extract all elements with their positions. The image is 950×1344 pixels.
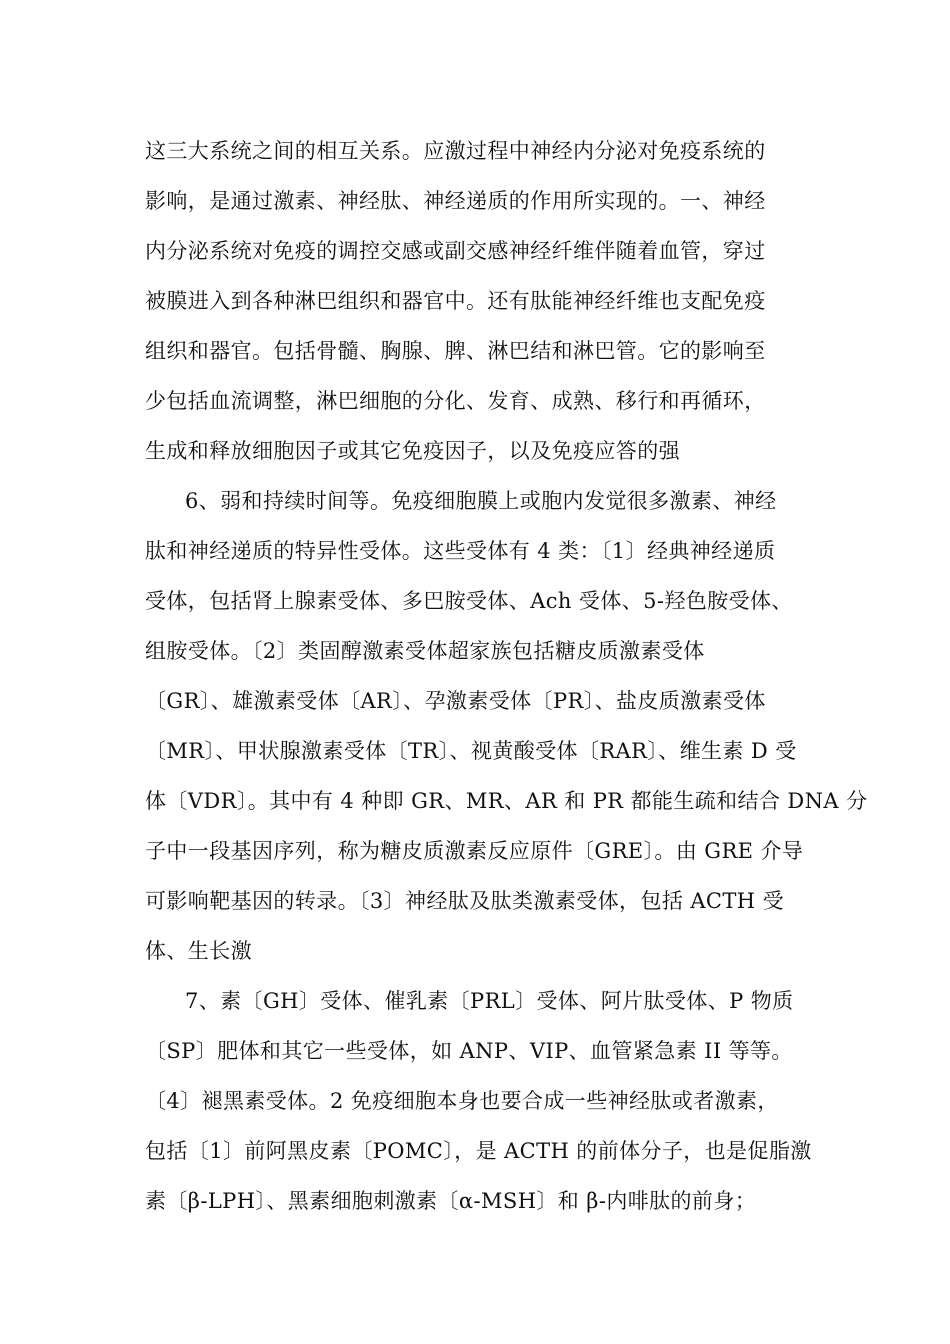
text-line: 可影响靶基因的转录。〔3〕神经肽及肽类激素受体，包括 ACTH 受 <box>145 889 784 913</box>
text-line: 体〔VDR〕。其中有 4 种即 GR、MR、AR 和 PR 都能生疏和结合 DNA 分 <box>145 789 868 813</box>
text-line: 〔MR〕、甲状腺激素受体〔TR〕、视黄酸受体〔RAR〕、维生素 D 受 <box>145 739 797 763</box>
text-line: 〔GR〕、雄激素受体〔AR〕、孕激素受体〔PR〕、盐皮质激素受体 <box>145 689 766 713</box>
text-line: 组胺受体。〔2〕类固醇激素受体超家族包括糖皮质激素受体 <box>145 639 705 663</box>
text-line: 内分泌系统对免疫的调控交感或副交感神经纤维伴随着血管，穿过 <box>145 239 766 263</box>
text-line: 被膜进入到各种淋巴组织和器官中。还有肽能神经纤维也支配免疫 <box>145 289 766 313</box>
text-line: 组织和器官。包括骨髓、胸腺、脾、淋巴结和淋巴管。它的影响至 <box>145 339 766 363</box>
text-line: 生成和释放细胞因子或其它免疫因子，以及免疫应答的强 <box>145 439 680 463</box>
text-line: 〔4〕褪黑素受体。2 免疫细胞本身也要合成一些神经肽或者激素， <box>145 1089 779 1113</box>
text-line: 〔SP〕肥体和其它一些受体，如 ANP、VIP、血管紧急素 II 等等。 <box>145 1039 793 1063</box>
text-line: 包括〔1〕前阿黑皮素〔POMC〕，是 ACTH 的前体分子，也是促脂激 <box>145 1139 812 1163</box>
text-line: 素〔β-LPH〕、黑素细胞刺激素〔α-MSH〕和 β-内啡肽的前身； <box>145 1189 757 1213</box>
text-line: 这三大系统之间的相互关系。应激过程中神经内分泌对免疫系统的 <box>145 139 766 163</box>
text-line: 受体，包括肾上腺素受体、多巴胺受体、Ach 受体、5-羟色胺受体、 <box>145 589 793 613</box>
paragraph-first-line: 7、素〔GH〕受体、催乳素〔PRL〕受体、阿片肽受体、P 物质 <box>185 989 794 1013</box>
text-line: 影响，是通过激素、神经肽、神经递质的作用所实现的。一、神经 <box>145 189 766 213</box>
paragraph-first-line: 6、弱和持续时间等。免疫细胞膜上或胞内发觉很多激素、神经 <box>185 489 777 513</box>
text-line: 体、生长激 <box>145 939 252 963</box>
text-line: 少包括血流调整，淋巴细胞的分化、发育、成熟、移行和再循环， <box>145 389 766 413</box>
text-line: 子中一段基因序列，称为糖皮质激素反应原件〔GRE〕。由 GRE 介导 <box>145 839 804 863</box>
text-line: 肽和神经递质的特异性受体。这些受体有 4 类：〔1〕经典神经递质 <box>145 539 776 563</box>
